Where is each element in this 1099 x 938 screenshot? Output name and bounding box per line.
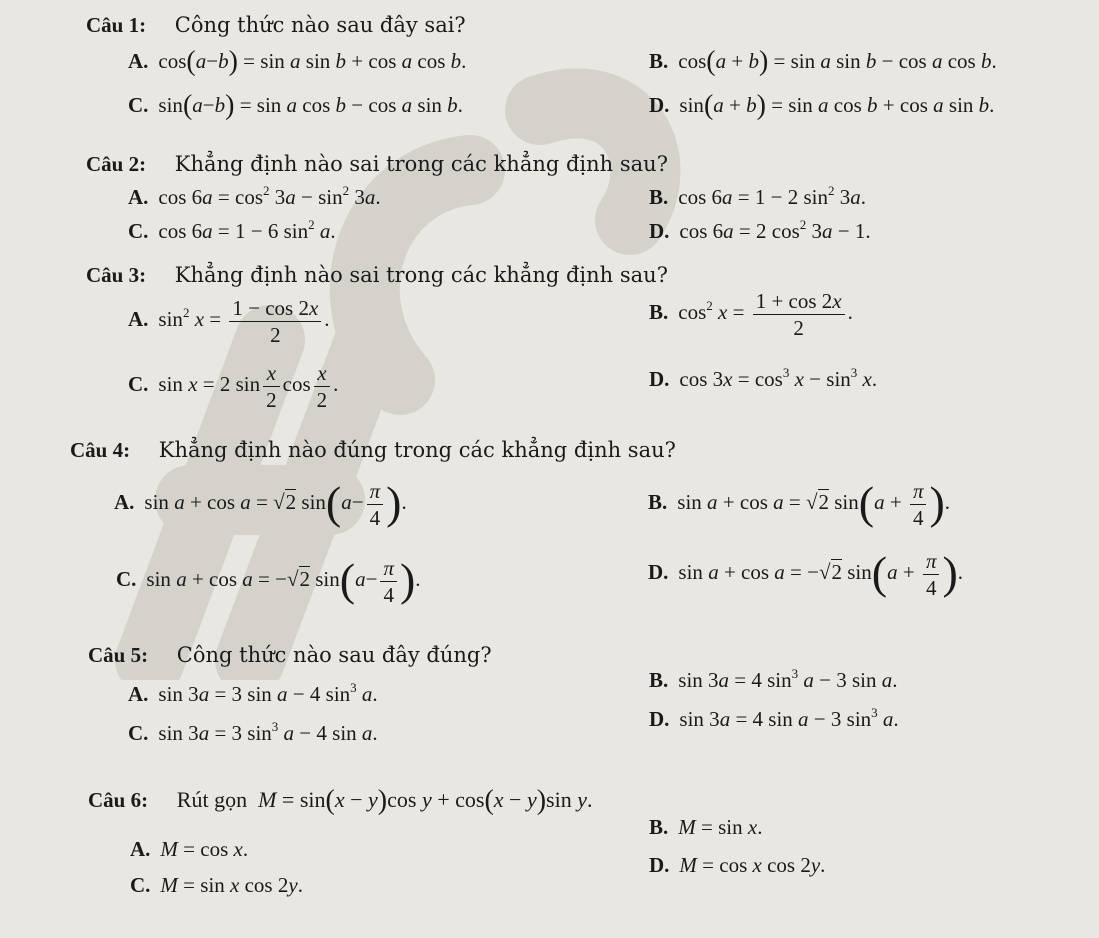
option-b-formula: M = sin x.: [678, 815, 763, 839]
option-label: A.: [130, 837, 151, 861]
question-1-text: Công thức nào sau đây sai?: [174, 13, 466, 37]
question-5-option-a[interactable]: [128, 682, 378, 707]
question-3-number: Câu 3:: [86, 263, 147, 287]
option-label: D.: [649, 367, 670, 391]
question-1-option-d[interactable]: [649, 90, 995, 121]
question-1-number: Câu 1:: [86, 13, 147, 37]
option-a-formula: $\sin^2 x$ = $\frac{1 - \cos 2x}{2}$ .: [158, 296, 330, 347]
option-a-formula: M = cos x.: [160, 837, 249, 861]
option-c-formula: sin 3a = 3 $\sin^3 a - 4$ sin a.: [158, 719, 378, 745]
question-6-heading: [88, 785, 593, 816]
question-6-text: Rút gọn M = sin(x − y)cos y + cos(x − y)sin y.: [176, 785, 593, 816]
option-b-formula: sin 3a = 4 $\sin^3 a - 3$ sin a.: [678, 666, 898, 692]
option-label: C.: [128, 93, 149, 117]
option-label: C.: [128, 721, 149, 745]
question-5-number: Câu 5:: [88, 643, 149, 667]
question-4-number: Câu 4:: [70, 438, 131, 462]
question-3-option-b[interactable]: [649, 288, 853, 341]
question-2-option-c[interactable]: [128, 219, 336, 244]
question-6-option-d[interactable]: [649, 853, 825, 878]
option-a-formula: sin a + cos a = √2 sin(a− $\frac{\pi}{4}$ ).: [144, 477, 407, 530]
question-6-number: Câu 6:: [88, 788, 149, 812]
question-1-option-c[interactable]: [128, 90, 463, 121]
question-3-option-a[interactable]: [128, 295, 330, 348]
option-label: B.: [649, 815, 669, 839]
option-c-formula: sin a + cos a = −√2 sin(a− $\frac{\pi}{4}$ ).: [146, 554, 421, 607]
option-label: A.: [128, 49, 149, 73]
option-label: D.: [649, 707, 670, 731]
option-c-formula: cos 6a = 1 − 6 $\sin^2 a$.: [158, 217, 336, 243]
option-label: D.: [649, 219, 670, 243]
question-5-text: Công thức nào sau đây đúng?: [176, 643, 492, 667]
question-3-heading: [86, 263, 668, 288]
question-2-option-b[interactable]: [649, 185, 866, 210]
option-label: A.: [128, 185, 149, 209]
option-b-formula: sin a + cos a = √2 sin(a + $\frac{\pi}{4}$ ).: [677, 477, 951, 530]
question-2-option-a[interactable]: [128, 185, 381, 210]
option-d-formula: M = cos x cos 2y.: [679, 853, 826, 877]
question-6-option-c[interactable]: [130, 873, 303, 898]
question-5-option-c[interactable]: [128, 721, 378, 746]
option-label: C.: [128, 372, 149, 397]
question-5-option-b[interactable]: [649, 668, 898, 693]
question-3-option-c[interactable]: [128, 360, 338, 413]
question-6-option-b[interactable]: [649, 815, 762, 840]
question-4-option-b[interactable]: [648, 478, 950, 531]
option-label: B.: [649, 185, 669, 209]
question-4-text: Khẳng định nào đúng trong các khẳng định sau?: [158, 438, 676, 462]
question-4-option-a[interactable]: [114, 478, 407, 531]
question-1-heading: [86, 13, 466, 38]
question-5-heading: [88, 643, 492, 668]
option-d-formula: sin(a + b) = sin a cos b + cos a sin b.: [679, 90, 995, 121]
option-a-formula: sin 3a = 3 sin a − 4 $\sin^3 a$.: [158, 680, 378, 706]
option-c-formula: sin x = 2 sin $\frac{x}{2}$ cos $\frac{x}{2}$ .: [158, 361, 339, 412]
option-d-formula: cos 6a = 2 $\cos^2 3a - 1$.: [679, 217, 871, 243]
question-3-text: Khẳng định nào sai trong các khẳng định sau?: [174, 263, 668, 287]
question-1-option-a[interactable]: [128, 46, 467, 77]
option-d-formula: sin 3a = 4 sin a − 3 $\sin^3 a$.: [679, 705, 899, 731]
option-d-formula: sin a + cos a = −√2 sin(a + $\frac{\pi}{4}$ ).: [678, 547, 964, 600]
question-2-number: Câu 2:: [86, 152, 147, 176]
option-label: A.: [128, 307, 149, 332]
option-label: C.: [130, 873, 151, 897]
option-label: D.: [649, 93, 670, 117]
option-label: B.: [649, 668, 669, 692]
question-3-option-d[interactable]: [649, 367, 877, 392]
question-5-option-d[interactable]: [649, 707, 899, 732]
option-c-formula: sin(a−b) = sin a cos b − cos a sin b.: [158, 90, 463, 121]
question-1-option-b[interactable]: [649, 46, 997, 77]
option-c-formula: M = sin x cos 2y.: [160, 873, 303, 897]
option-label: C.: [116, 567, 137, 592]
question-2-option-d[interactable]: [649, 219, 871, 244]
option-label: B.: [648, 490, 668, 515]
question-6-option-a[interactable]: [130, 837, 248, 862]
option-a-formula: $\cos 6a = \cos^2 3a - \sin^2 3a$.: [158, 183, 381, 209]
option-label: B.: [649, 300, 669, 325]
option-label: B.: [649, 49, 669, 73]
question-4-option-c[interactable]: [116, 555, 421, 608]
option-label: D.: [648, 560, 669, 585]
question-2-text: Khẳng định nào sai trong các khẳng định sau?: [174, 152, 668, 176]
option-label: D.: [649, 853, 670, 877]
question-4-heading: [70, 438, 676, 463]
option-label: A.: [114, 490, 135, 515]
option-label: A.: [128, 682, 149, 706]
option-a-formula: cos(a−b) = sin a sin b + cos a cos b.: [158, 46, 467, 77]
option-b-formula: cos(a + b) = sin a sin b − cos a cos b.: [678, 46, 997, 77]
option-d-formula: $\cos 3x = \cos^3 x - \sin^3 x$.: [679, 365, 878, 391]
question-4-option-d[interactable]: [648, 548, 963, 601]
option-b-formula: $\cos^2 x$ = $\frac{1 + \cos 2x}{2}$ .: [678, 289, 853, 340]
question-2-heading: [86, 152, 668, 177]
option-b-formula: cos 6a = 1 − 2 $\sin^2 3a$.: [678, 183, 866, 209]
option-label: C.: [128, 219, 149, 243]
